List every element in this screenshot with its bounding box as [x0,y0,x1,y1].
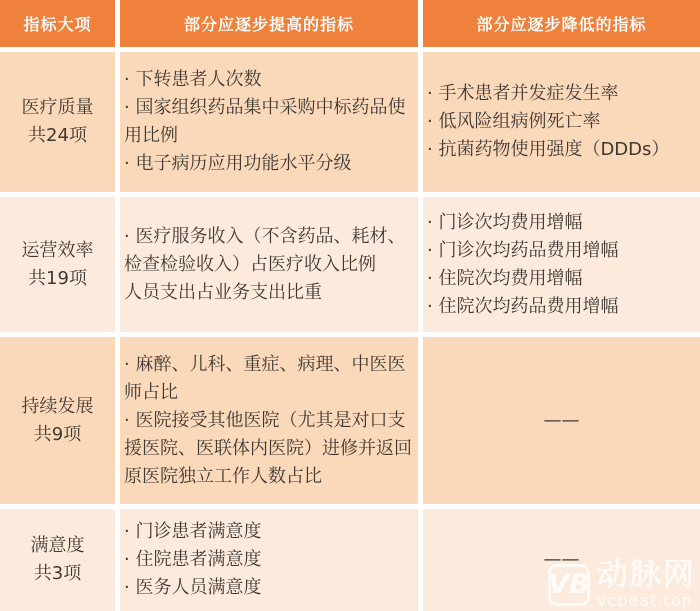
decrease-list-efficiency [423,197,700,332]
decrease-list-quality [423,52,700,192]
list-item: · 住院次均药品费用增幅 [427,295,619,317]
list-item: 人员支出占业务支出比重 [124,281,322,303]
list-item: · 麻醉、儿科、重症、病理、中医医师占比 [124,353,406,403]
decrease-dash-development: —— [423,337,700,504]
category-count: 共19项 [28,267,87,289]
increase-list-development [120,337,418,504]
list-item: · 医疗服务收入（不含药品、耗材、检查检验收入）占医疗收入比例 [124,225,406,275]
list-item: · 门诊患者满意度 [124,521,262,542]
vcbeat-logo-icon: VB [548,564,590,606]
list-item: · 住院次均费用增幅 [427,267,583,289]
increase-list-satisfaction [120,509,418,611]
list-item: · 门诊次均药品费用增幅 [427,239,619,261]
increase-list-efficiency [120,197,418,332]
list-item: · 医务人员满意度 [124,577,262,598]
watermark-site: vcbeat.top [597,591,693,610]
category-count: 共9项 [33,423,82,445]
category-cell-satisfaction [0,509,115,611]
list-item: · 门诊次均费用增幅 [427,211,583,233]
increase-list-quality [120,52,418,192]
list-item: · 电子病历应用功能水平分级 [124,153,352,174]
category-count: 共24项 [28,125,87,146]
category-label: 持续发展 [21,395,94,417]
list-item: · 住院患者满意度 [124,549,262,570]
category-cell-development [0,337,115,504]
column-header-decrease: 部分应逐步降低的指标 [423,0,700,47]
list-item: · 医院接受其他医院（尤其是对口支援医院、医联体内医院）进修并返回原医院独立工作人数占比 [124,409,412,487]
list-item: · 下转患者人次数 [124,69,262,90]
watermark-brand: 动脉网 [597,557,696,593]
list-item: · 低风险组病例死亡率 [427,111,601,132]
category-cell-quality [0,52,115,192]
category-label: 医疗质量 [21,97,94,118]
list-item: · 国家组织药品集中采购中标药品使用比例 [124,97,406,146]
category-label: 运营效率 [21,239,94,261]
column-header-increase: 部分应逐步提高的指标 [120,0,418,47]
category-count: 共3项 [33,563,82,584]
category-label: 满意度 [30,535,85,556]
decrease-dash-satisfaction: —— [423,509,700,611]
list-item: · 抗菌药物使用强度（DDDs） [427,139,670,160]
category-cell-efficiency [0,197,115,332]
column-header-category: 指标大项 [0,0,115,47]
list-item: · 手术患者并发症发生率 [427,83,619,104]
